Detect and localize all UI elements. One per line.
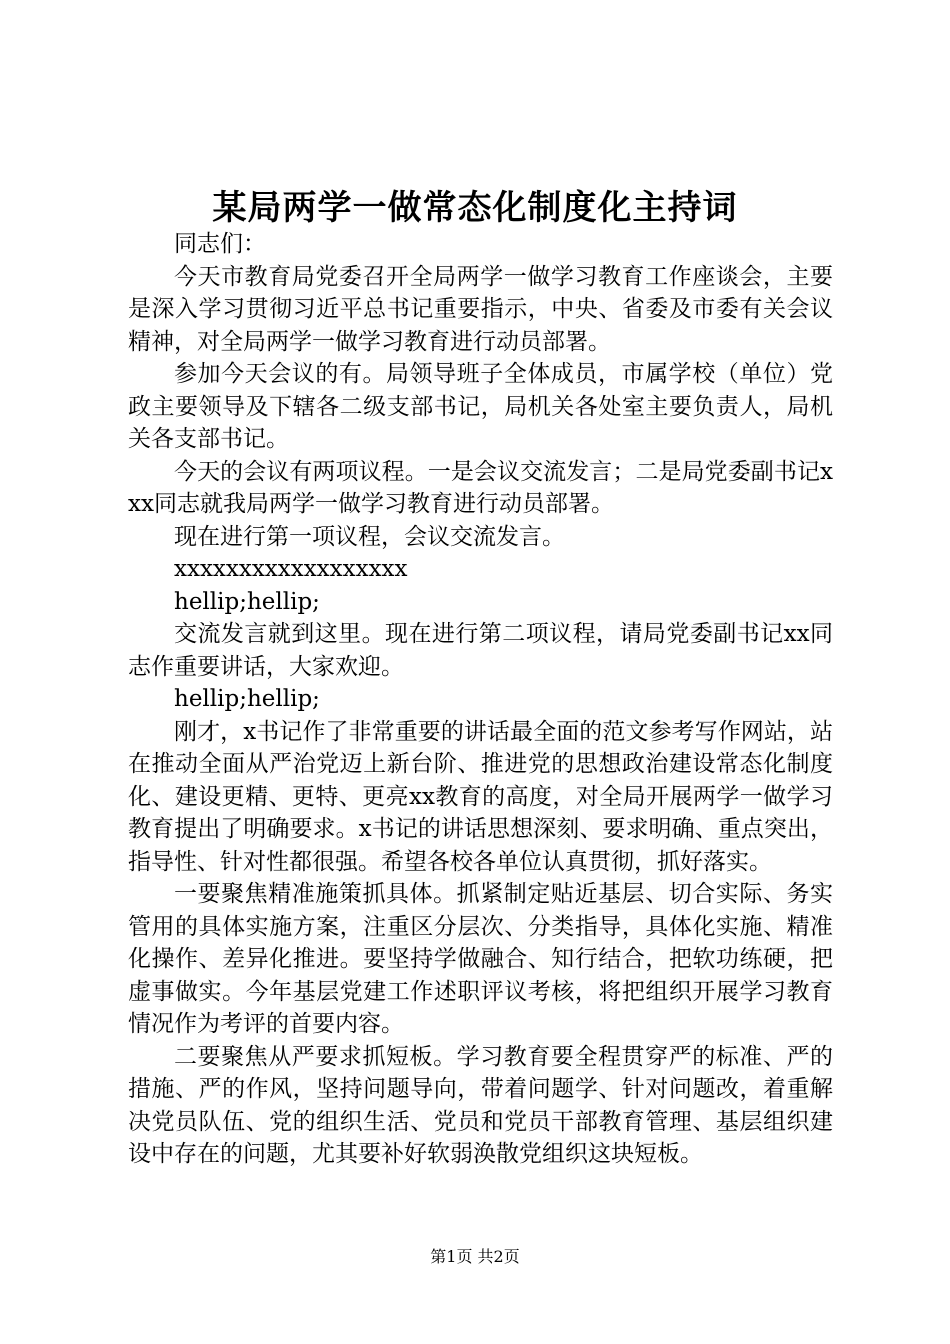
paragraph-agenda: 今天的会议有两项议程。一是会议交流发言；二是局党委副书记xxx同志就我局两学一做学习教育进行动员部署。 — [128, 458, 833, 517]
page-number-footer: 第1页 共2页 — [430, 1247, 520, 1266]
paragraph-intro: 今天市教育局党委召开全局两学一做学习教育工作座谈会，主要是深入学习贯彻习近平总书记重要指示，中央、省委及市委有关会议精神，对全局两学一做学习教育进行动员部署。 — [128, 263, 833, 355]
document-body — [128, 228, 833, 1171]
paragraph-attendees: 参加今天会议的有。局领导班子全体成员，市属学校（单位）党政主要领导及下辖各二级支部书记，局机关各处室主要负责人，局机关各支部书记。 — [128, 361, 833, 452]
paragraph-point-two: 二要聚焦从严要求抓短板。学习教育要全程贯穿严的标准、严的措施、严的作风，坚持问题导向，带着问题学、针对问题改，着重解决党员队伍、党的组织生活、党员和党员干部教育管理、基层组织建设中存在的问题，尤其要补好软弱涣散党组织这块短板。 — [128, 1043, 833, 1167]
paragraph-greeting: 同志们： — [174, 231, 266, 257]
paragraph-ellipsis-1: hellip;hellip; — [174, 588, 320, 615]
paragraph-summary: 刚才，x书记作了非常重要的讲话最全面的范文参考写作网站，站在推动全面从严治党迈上新台阶、推进党的思想政治建设常态化制度化、建设更精、更特、更亮xx教育的高度，对全局开展两学一做学习教育提出了明确要求。x书记的讲话思想深刻、要求明确、重点突出，指导性、针对性都很强。希望各校各单位认真贯彻，抓好落实。 — [128, 718, 833, 875]
paragraph-ellipsis-2: hellip;hellip; — [174, 686, 320, 712]
paragraph-speaker-placeholder: xxxxxxxxxxxxxxxxxx — [174, 556, 408, 582]
document-title: 某局两学一做常态化制度化主持词 — [212, 188, 738, 228]
paragraph-first-item: 现在进行第一项议程，会议交流发言。 — [174, 523, 565, 550]
paragraph-second-item: 交流发言就到这里。现在进行第二项议程，请局党委副书记xx同志作重要讲话，大家欢迎。 — [128, 621, 833, 680]
paragraph-point-one: 一要聚焦精准施策抓具体。抓紧制定贴近基层、切合实际、务实管用的具体实施方案，注重区分层次、分类指导，具体化实施、精准化操作、差异化推进。要坚持学做融合、知行结合，把软功练硬，把虚事做实。今年基层党建工作述职评议考核，将把组织开展学习教育情况作为考评的首要内容。 — [128, 881, 833, 1037]
